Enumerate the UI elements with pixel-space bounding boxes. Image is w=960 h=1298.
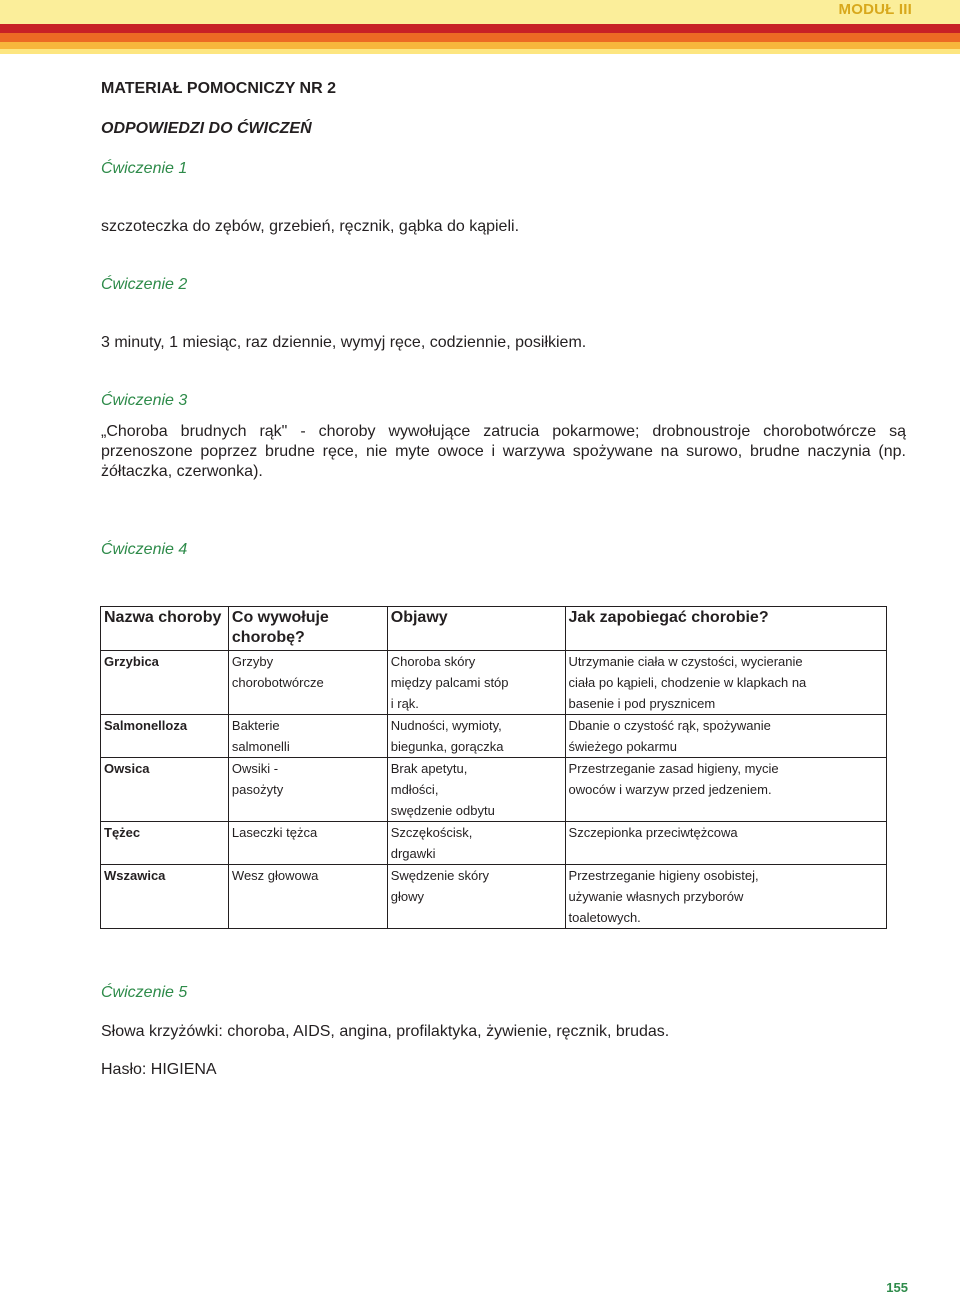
exercise-5-password: Hasło: HIGIENA bbox=[101, 1061, 217, 1078]
exercise-5-answer: Słowa krzyżówki: choroba, AIDS, angina, profilaktyka, żywienie, ręcznik, brudas. bbox=[101, 1023, 670, 1040]
table-row bbox=[101, 865, 887, 929]
page-number: 155 bbox=[886, 1280, 908, 1295]
module-label: MODUŁ III bbox=[838, 1, 912, 18]
cell-line: Brak apetytu, bbox=[390, 761, 468, 776]
cell-line: używanie własnych przyborów bbox=[568, 889, 744, 904]
cell-prevention bbox=[565, 651, 886, 715]
col-header-cause: Co wywołuje chorobę? bbox=[228, 607, 387, 651]
exercise-3-answer: „Choroba brudnych rąk" - choroby wywołujące zatrucia pokarmowe; drobnoustroje chorobotwórcze są przenoszone poprzez brudne ręce, nie myte owoce i warzywa spożywane na surowo, brudne naczynia (np. żółtaczka, czerwonka). bbox=[101, 423, 906, 480]
col-header-symptoms: Objawy bbox=[387, 607, 565, 651]
cell-disease-name: Owsica bbox=[101, 758, 229, 822]
cell-cause bbox=[228, 865, 387, 929]
cell-disease-name: Wszawica bbox=[101, 865, 229, 929]
page-subtitle: ODPOWIEDZI DO ĆWICZEŃ bbox=[101, 120, 312, 137]
cell-line: Utrzymanie ciała w czystości, wycieranie bbox=[568, 654, 803, 669]
cell-line: drgawki bbox=[390, 846, 436, 861]
diseases-table bbox=[100, 606, 887, 929]
cell-line: i rąk. bbox=[390, 696, 419, 711]
header-stripe-yellow bbox=[0, 49, 960, 54]
cell-line: swędzenie odbytu bbox=[390, 803, 495, 818]
table-row bbox=[101, 651, 887, 715]
table-row bbox=[101, 715, 887, 758]
cell-line: owoców i warzyw przed jedzeniem. bbox=[568, 782, 772, 797]
cell-line: Wesz głowowa bbox=[231, 868, 319, 883]
cell-line: Laseczki tężca bbox=[231, 825, 318, 840]
cell-line: chorobotwórcze bbox=[231, 675, 324, 690]
page-title: MATERIAŁ POMOCNICZY NR 2 bbox=[101, 80, 336, 97]
table-row bbox=[101, 822, 887, 865]
cell-line: Szczepionka przeciwtężcowa bbox=[568, 825, 738, 840]
cell-line: głowy bbox=[390, 889, 424, 904]
col-header-prevention: Jak zapobiegać chorobie? bbox=[565, 607, 886, 651]
cell-line: Nudności, wymioty, bbox=[390, 718, 502, 733]
cell-line: pasożyty bbox=[231, 782, 284, 797]
cell-line: świeżego pokarmu bbox=[568, 739, 677, 754]
cell-line: Szczękościsk, bbox=[390, 825, 473, 840]
exercise-2-answer: 3 minuty, 1 miesiąc, raz dziennie, wymyj ręce, codziennie, posiłkiem. bbox=[101, 334, 587, 351]
cell-line: Swędzenie skóry bbox=[390, 868, 490, 883]
cell-cause bbox=[228, 758, 387, 822]
cell-line: Choroba skóry bbox=[390, 654, 476, 669]
cell-prevention bbox=[565, 758, 886, 822]
cell-prevention bbox=[565, 715, 886, 758]
cell-line: mdłości, bbox=[390, 782, 439, 797]
cell-line: Grzyby bbox=[231, 654, 274, 669]
cell-disease-name: Tężec bbox=[101, 822, 229, 865]
cell-cause bbox=[228, 715, 387, 758]
exercise-3-heading: Ćwiczenie 3 bbox=[101, 392, 188, 409]
exercise-2-heading: Ćwiczenie 2 bbox=[101, 276, 188, 293]
cell-line: Przestrzeganie zasad higieny, mycie bbox=[568, 761, 779, 776]
exercise-1-answer: szczoteczka do zębów, grzebień, ręcznik, gąbka do kąpieli. bbox=[101, 218, 520, 235]
col-header-disease: Nazwa choroby bbox=[101, 607, 229, 651]
cell-line: Owsiki - bbox=[231, 761, 279, 776]
cell-symptoms bbox=[387, 822, 565, 865]
cell-symptoms bbox=[387, 715, 565, 758]
header-stripe-red bbox=[0, 24, 960, 33]
cell-disease-name: Grzybica bbox=[101, 651, 229, 715]
cell-line: biegunka, gorączka bbox=[390, 739, 504, 754]
table-header-row bbox=[101, 607, 887, 651]
cell-cause bbox=[228, 822, 387, 865]
cell-line: między palcami stóp bbox=[390, 675, 509, 690]
cell-disease-name: Salmonelloza bbox=[101, 715, 229, 758]
table-row bbox=[101, 758, 887, 822]
cell-cause bbox=[228, 651, 387, 715]
cell-prevention bbox=[565, 822, 886, 865]
cell-symptoms bbox=[387, 651, 565, 715]
cell-symptoms bbox=[387, 865, 565, 929]
header-stripe-amber bbox=[0, 42, 960, 49]
exercise-1-heading: Ćwiczenie 1 bbox=[101, 160, 188, 177]
cell-prevention bbox=[565, 865, 886, 929]
header-stripe-orange bbox=[0, 33, 960, 42]
exercise-4-heading: Ćwiczenie 4 bbox=[101, 541, 188, 558]
cell-line: ciała po kąpieli, chodzenie w klapkach na bbox=[568, 675, 807, 690]
cell-line: salmonelli bbox=[231, 739, 290, 754]
cell-symptoms bbox=[387, 758, 565, 822]
cell-line: toaletowych. bbox=[568, 910, 641, 925]
header-band bbox=[0, 0, 960, 24]
cell-line: Przestrzeganie higieny osobistej, bbox=[568, 868, 759, 883]
cell-line: basenie i pod prysznicem bbox=[568, 696, 716, 711]
cell-line: Dbanie o czystość rąk, spożywanie bbox=[568, 718, 771, 733]
exercise-5-heading: Ćwiczenie 5 bbox=[101, 984, 188, 1001]
cell-line: Bakterie bbox=[231, 718, 280, 733]
